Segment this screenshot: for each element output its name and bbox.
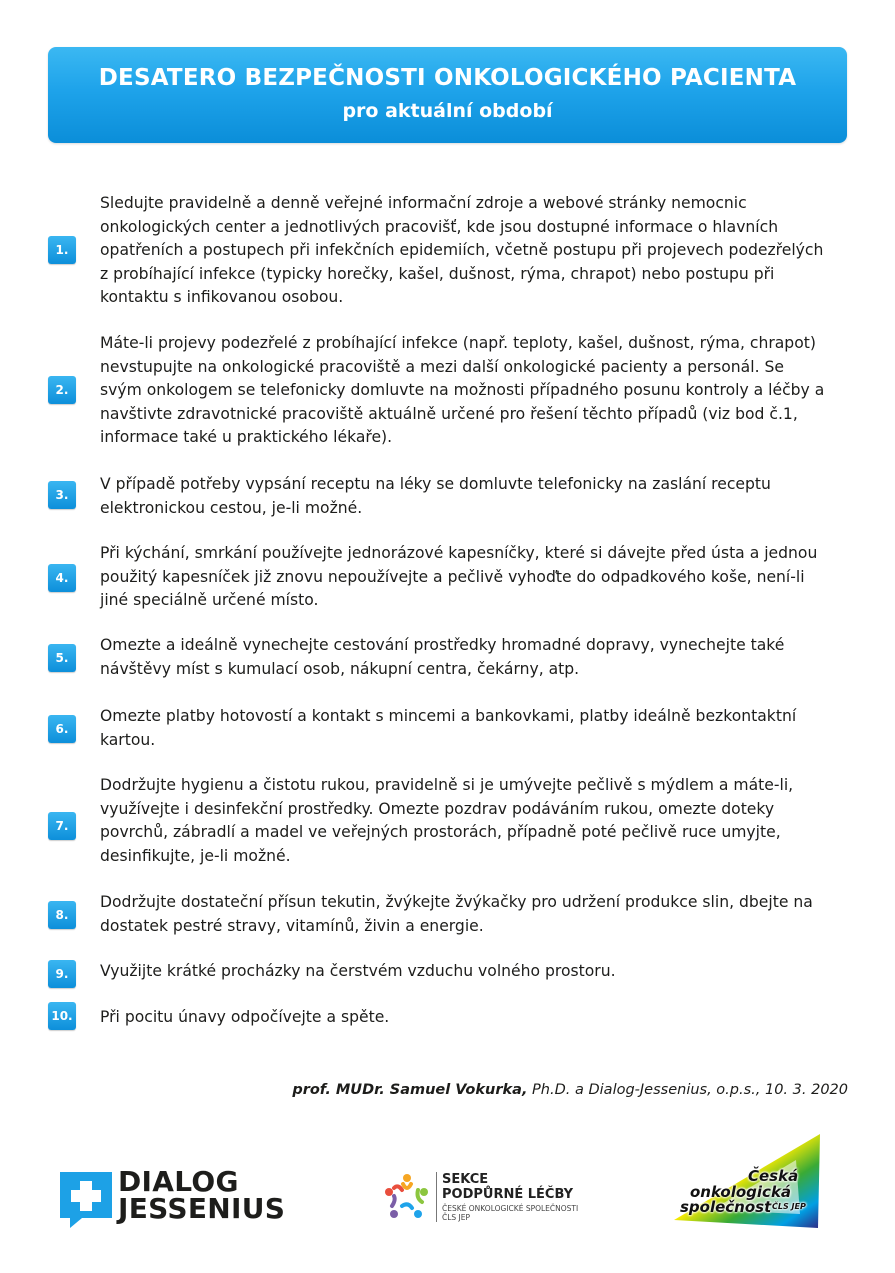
logo-line: společnost — [680, 1198, 772, 1216]
item-text: Sledujte pravidelně a denně veřejné informační zdroje a webové stránky nemocnic onkologických center a jednotlivých pracovišť, kde jsou dostupné informace o hlavních opatřeních a postupech při infekčních epidemiích, včetně postupu při projevech podezřelých z probíhající infekce (typicky horečky, kašel, dušnost, rýma, chrapot) nebo postupu při kontaktu s infikovanou osobou. — [100, 194, 824, 307]
ceska-onkologicka-spolecnost-logo — [668, 1130, 828, 1230]
item-number-badge: 3. — [48, 481, 76, 509]
logo-line: JESSENIUS — [118, 1192, 286, 1225]
item-number-badge: 5. — [48, 644, 76, 672]
item-number-badge: 9. — [48, 960, 76, 988]
item-number-badge: 1. — [48, 236, 76, 264]
item-number-badge: 6. — [48, 715, 76, 743]
page-title: DESATERO BEZPEČNOSTI ONKOLOGICKÉHO PACIENTA — [98, 65, 797, 91]
page-subtitle: pro aktuální období — [342, 100, 553, 122]
people-circle-icon — [382, 1170, 432, 1220]
dialog-jessenius-logo — [60, 1165, 300, 1230]
logo-line: PODPŮRNÉ LÉČBY — [442, 1187, 574, 1202]
dialog-jessenius-wordmark — [118, 1165, 286, 1225]
item-text: Při kýchání, smrkání používejte jednorázové kapesníčky, které si dávejte před ústa a jednou použitý kapesníček již znovu nepoužívejte a pečlivě vyhoďte do odpadkového koše, není-li jiné speciálně určené místo. — [100, 544, 818, 610]
logo-line: Česká — [748, 1167, 799, 1185]
sekce-podpurne-lecby-logo — [382, 1168, 592, 1228]
logo-line: ČESKÉ ONKOLOGICKÉ SPOLEČNOSTI — [442, 1204, 579, 1213]
author-affiliation: Ph.D. a Dialog-Jessenius, o.p.s., 10. 3. 2020 — [527, 1082, 848, 1098]
author-signature — [292, 1082, 848, 1098]
item-number-badge: 10. — [48, 1002, 76, 1030]
item-text: V případě potřeby vypsání receptu na léky se domluvte telefonicky na zaslání receptu elektronickou cestou, je-li možné. — [100, 475, 771, 517]
medical-cross-icon — [60, 1172, 112, 1228]
logo-line: onkologická — [690, 1183, 792, 1201]
logo-divider — [436, 1172, 437, 1222]
item-text: Máte-li projevy podezřelé z probíhající infekce (např. teploty, kašel, dušnost, rýma, chrapot) nevstupujte na onkologické pracoviště a mezi další onkologické pacienty a personál. Se svým onkologem se telefonicky domluvte na možnosti případného posunu kontroly a léčby a navštivte zdravotnické pracoviště aktuálně určené pro řešení těchto případů (viz bod č.1, informace také u praktického lékaře). — [100, 334, 825, 447]
item-number-badge: 7. — [48, 812, 76, 840]
logo-line: ČLS JEP — [772, 1202, 806, 1211]
item-text: Dodržujte dostateční přísun tekutin, žvýkejte žvýkačky pro udržení produkce slin, dbejte na dostatek pestré stravy, vitamínů, živin a energie. — [100, 893, 813, 935]
item-text: Při pocitu únavy odpočívejte a spěte. — [100, 1008, 390, 1026]
item-number-badge: 4. — [48, 564, 76, 592]
item-text: Dodržujte hygienu a čistotu rukou, pravidelně si je umývejte pečlivě s mýdlem a máte-li, využívejte i desinfekční prostředky. Omezte pozdrav podáváním rukou, omezte doteky povrchů, zábradlí a madel ve veřejných prostorách, případně poté pečlivě ruce umyjte, desinfikujte, je-li možné. — [100, 776, 794, 865]
item-number-badge: 8. — [48, 901, 76, 929]
logo-line: DIALOG — [118, 1165, 239, 1198]
item-text: Využijte krátké procházky na čerstvém vzduchu volného prostoru. — [100, 962, 616, 980]
page-header — [48, 47, 847, 143]
logo-line: ČLS JEP — [442, 1213, 471, 1222]
item-text: Omezte platby hotovostí a kontakt s mincemi a bankovkami, platby ideálně bezkontaktní kartou. — [100, 707, 797, 749]
item-text: Omezte a ideálně vynechejte cestování prostředky hromadné dopravy, vynechejte také návštěvy míst s kumulací osob, nákupní centra, čekárny, atp. — [100, 636, 785, 678]
logo-line: SEKCE — [442, 1172, 489, 1187]
author-name: prof. MUDr. Samuel Vokurka, — [292, 1082, 528, 1098]
item-number-badge: 2. — [48, 376, 76, 404]
